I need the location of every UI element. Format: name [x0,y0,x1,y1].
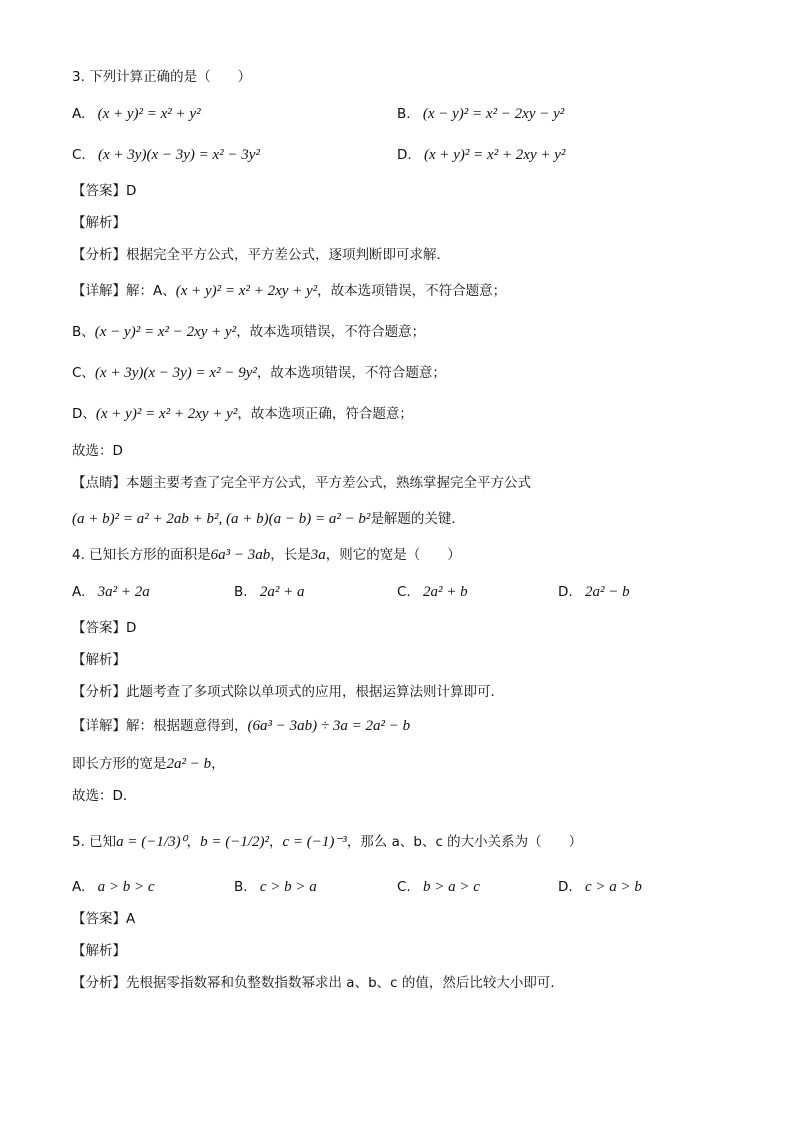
q3-fenxi: 【分析】根据完全平方公式，平方差公式，逐项判断即可求解． [72,247,450,263]
stem-lead: 5. 已知 [72,834,117,850]
option-expr: 2a² + b [423,584,468,600]
q4-option-c [397,582,468,602]
option-expr: 2a² − b [584,584,630,600]
option-expr: b > a > c [423,879,480,895]
q5-option-d [558,877,642,897]
option-label: B. [234,879,248,895]
q4-choose: 故选：D． [72,788,137,804]
q5-option-c [397,877,480,897]
q4-width [72,754,225,774]
width-lead: 即长方形的宽是 [72,756,167,772]
dianjing-tail: 是解题的关键． [370,511,465,527]
c-expr: c = (−1)⁻³ [282,834,347,850]
q3-option-d [397,145,565,165]
q4-option-a [72,582,150,602]
stem-area: 6a³ − 3ab [210,547,271,563]
a-expr: a = (−1/3)⁰ [116,834,187,850]
dianjing-expr: (a + b)² = a² + 2ab + b², (a + b)(a − b) = a² − b² [72,511,371,527]
xiangjie-lead: 【详解】解：根据题意得到， [72,718,248,734]
xiangjie-expr: (6a³ − 3ab) ÷ 3a = 2a² − b [247,718,411,734]
q5-option-b [234,877,317,897]
option-expr: a > b > c [97,879,155,895]
option-label: B. [397,106,411,122]
option-expr: (x + 3y)(x − 3y) = x² − 3y² [98,147,260,163]
option-label: D. [558,584,573,600]
q3-xiangjie-a [72,281,506,301]
q5-answer: 【答案】A [72,911,136,927]
q3-option-a [72,104,201,124]
xiangjie-lead: C、 [72,365,95,381]
q3-stem: 3. 下列计算正确的是（ ） [72,69,252,85]
option-expr: 3a² + 2a [97,584,150,600]
option-expr: c > a > b [584,879,642,895]
xiangjie-expr: (x + y)² = x² + 2xy + y² [175,283,318,299]
q3-xiangjie-d [72,404,413,424]
q5-fenxi: 【分析】先根据零指数幂和负整数指数幂求出 a、b、c 的值，然后比较大小即可． [72,975,564,991]
option-label: A. [72,106,86,122]
q5-stem: 5. 已知a = (−1/3)⁰，b = (−1/2)²，c = (−1)⁻³，那么 a、b、c 的大小关系为（ ） [72,834,583,850]
xiangjie-tail: ，故本选项错误，不符合题意； [317,283,507,299]
q4-fenxi: 【分析】此题考查了多项式除以单项式的应用，根据运算法则计算即可． [72,684,504,700]
xiangjie-lead: B、 [72,324,95,340]
q3-xiangjie-c [72,363,446,383]
option-label: A. [72,584,86,600]
xiangjie-tail: ，故本选项错误，不符合题意； [256,365,446,381]
option-label: C. [397,584,411,600]
xiangjie-lead: 【详解】解：A、 [72,283,176,299]
q3-analysis-head: 【解析】 [72,215,126,231]
q4-analysis-head: 【解析】 [72,652,126,668]
q4-stem [72,545,461,565]
option-expr: (x − y)² = x² − 2xy − y² [422,106,565,122]
option-label: B. [234,584,248,600]
option-label: D. [558,879,573,895]
option-expr: 2a² + a [259,584,305,600]
option-expr: (x + y)² = x² + 2xy + y² [423,147,566,163]
xiangjie-expr: (x + y)² = x² + 2xy + y² [95,406,238,422]
width-expr: 2a² − b [166,756,212,772]
q3-dianjing-1: 【点睛】本题主要考查了完全平方公式，平方差公式，熟练掌握完全平方公式 [72,475,531,491]
width-tail: ， [211,756,225,772]
option-label: D. [397,147,412,163]
q4-option-d [558,582,630,602]
q4-answer: 【答案】D [72,620,137,636]
q4-option-b [234,582,304,602]
option-label: C. [72,147,86,163]
stem-len: 3a [310,547,326,563]
option-label: C. [397,879,411,895]
xiangjie-expr: (x − y)² = x² − 2xy + y² [94,324,237,340]
option-expr: (x + y)² = x² + y² [97,106,201,122]
stem-tail: ，那么 a、b、c 的大小关系为（ ） [346,834,583,850]
xiangjie-tail: ，故本选项正确，符合题意； [237,406,413,422]
stem-mid: ，长是 [270,547,311,563]
q5-analysis-head: 【解析】 [72,943,126,959]
option-expr: c > b > a [259,879,317,895]
stem-tail: ，则它的宽是（ ） [325,547,461,563]
stem-lead: 4. 已知长方形的面积是 [72,547,211,563]
option-label: A. [72,879,86,895]
q3-choose: 故选：D [72,443,123,459]
q3-dianjing-2 [72,509,465,529]
xiangjie-expr: (x + 3y)(x − 3y) = x² − 9y² [94,365,257,381]
q3-option-c [72,145,260,165]
b-expr: b = (−1/2)² [200,834,269,850]
xiangjie-lead: D、 [72,406,96,422]
q3-xiangjie-b [72,322,425,342]
q3-option-b [397,104,564,124]
q4-xiangjie [72,716,410,736]
xiangjie-tail: ，故本选项错误，不符合题意； [236,324,426,340]
q5-option-a [72,877,155,897]
q3-answer: 【答案】D [72,183,137,199]
